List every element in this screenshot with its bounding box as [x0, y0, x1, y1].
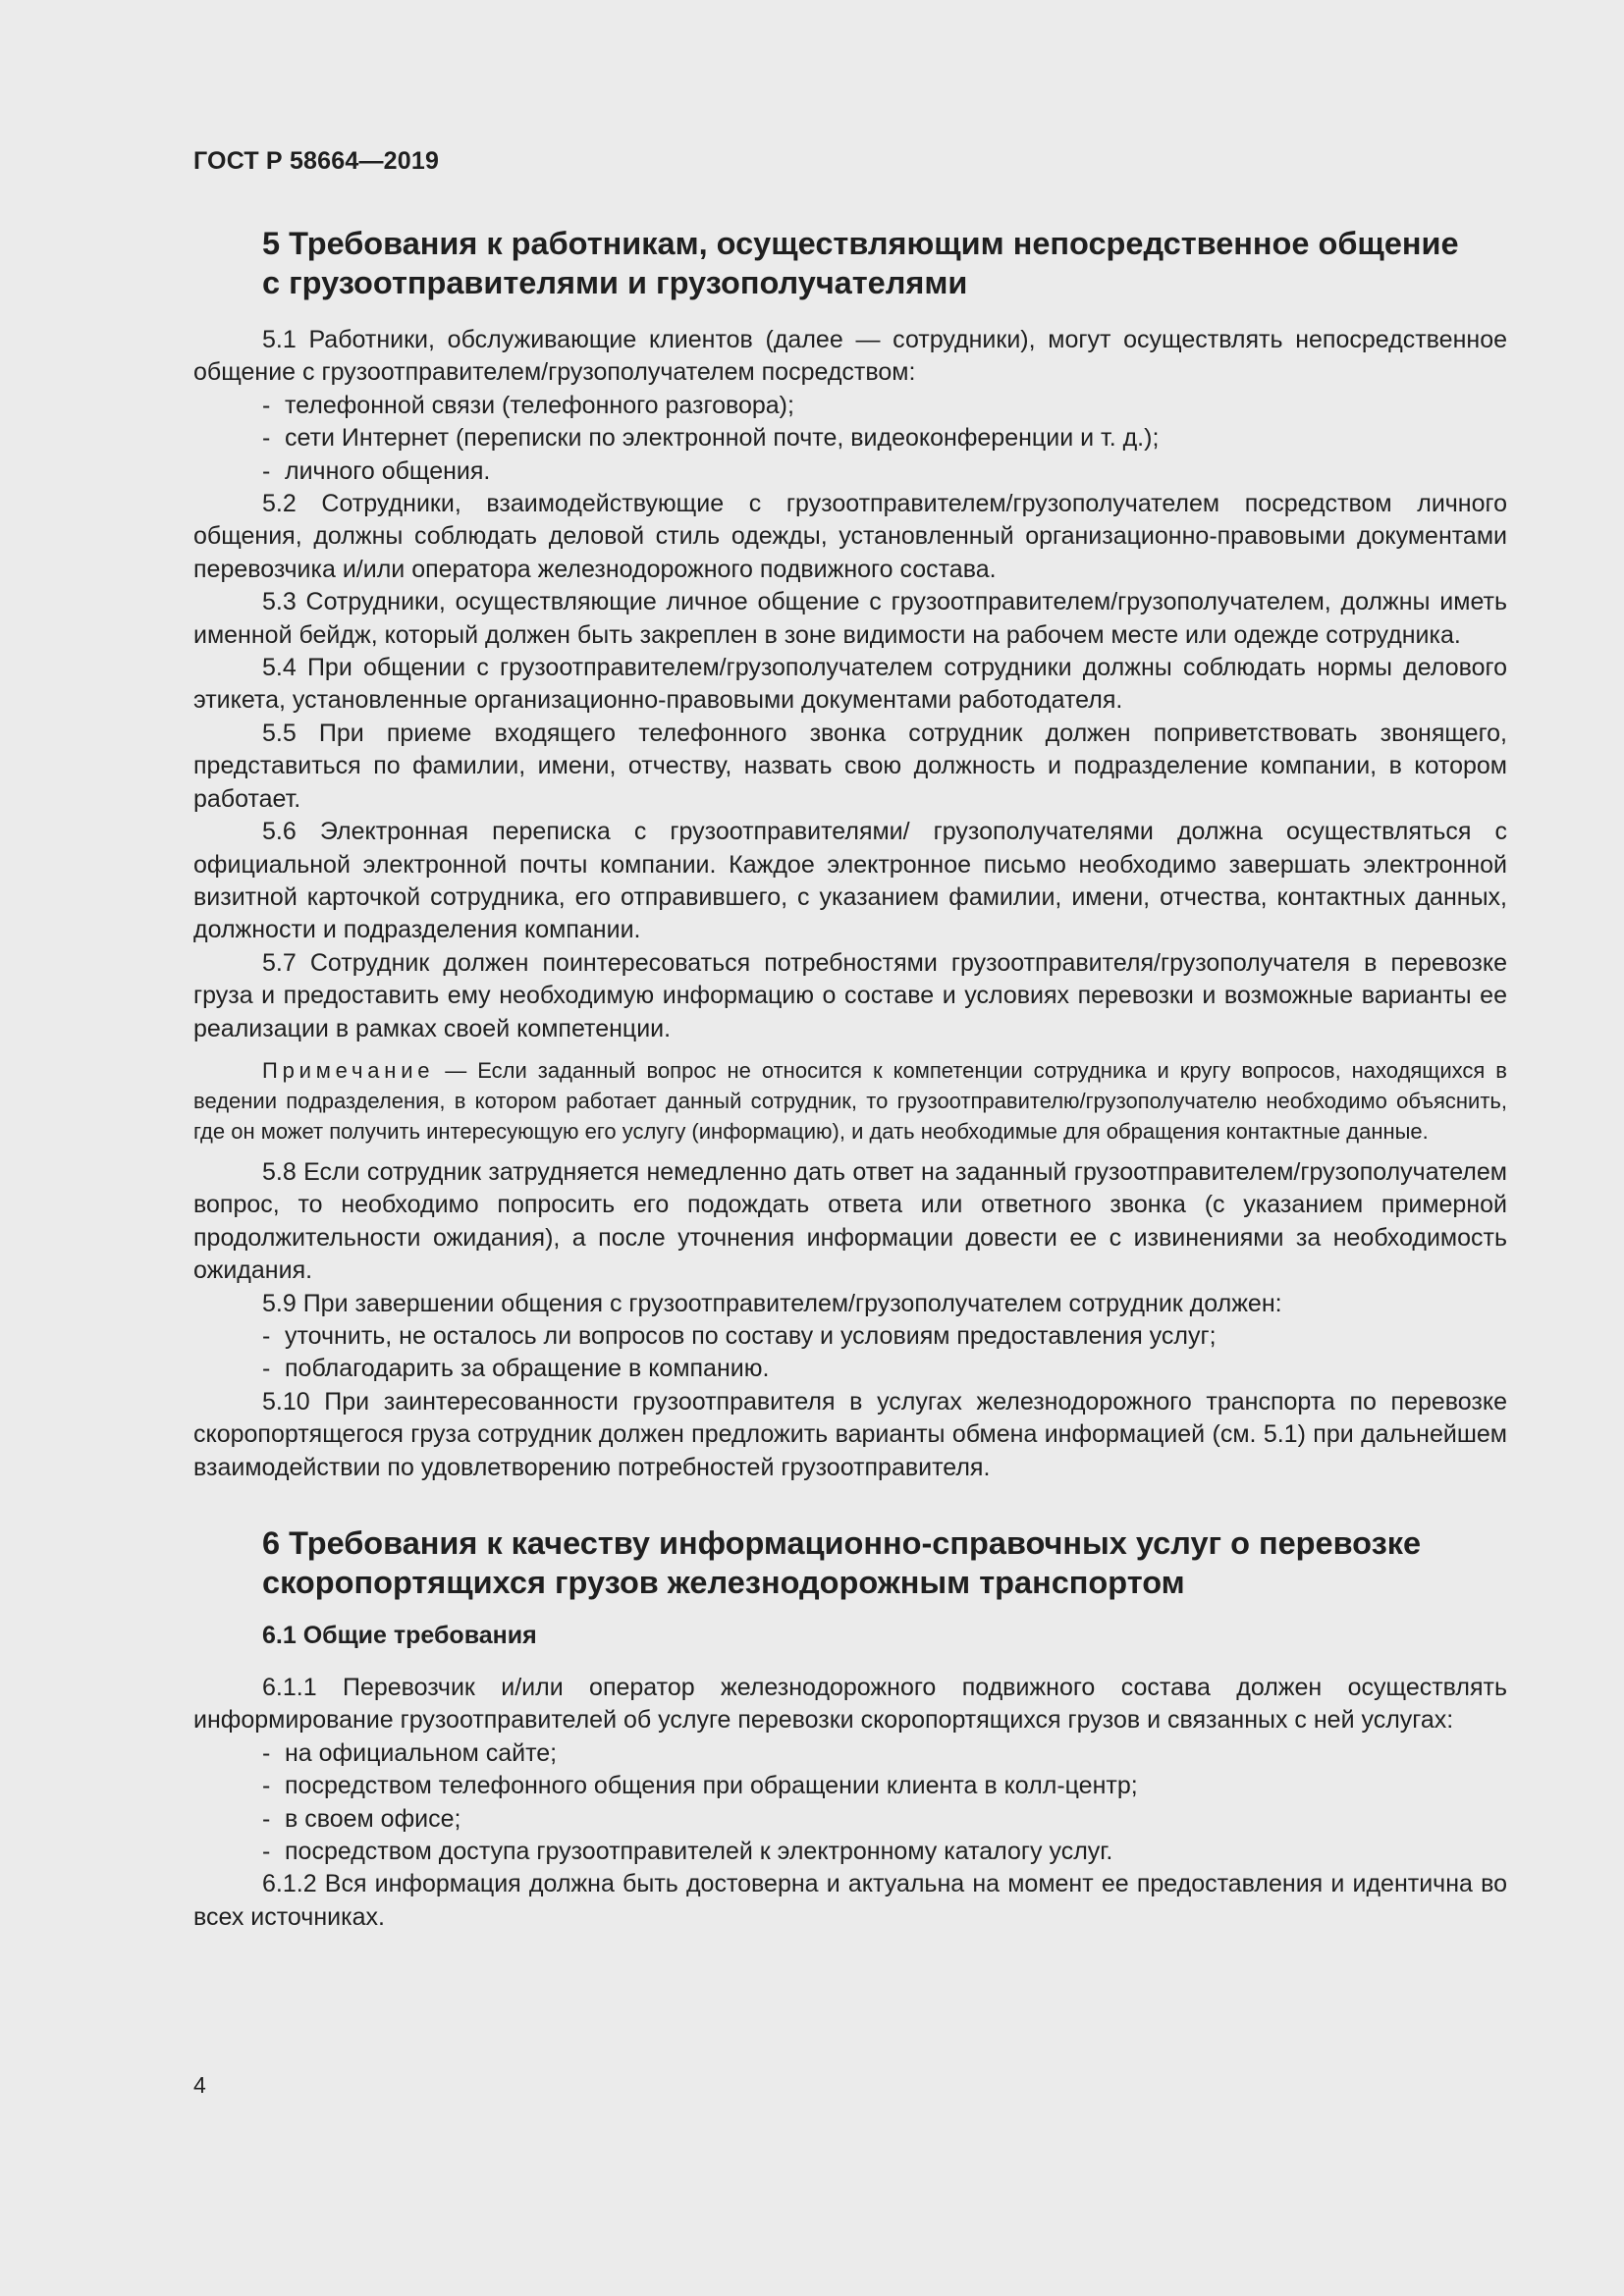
- note-text: — Если заданный вопрос не относится к компетенции сотрудника и кругу вопросов, находящихся в ведении подразделения, в котором работает данный сотрудник, то грузоотправителю/грузополучателю необходимо объяснить, где он может получить интересующую его услугу (информацию), и дать необходимые для обращения контактные данные.: [193, 1057, 1507, 1144]
- list-item: - на официальном сайте;: [262, 1738, 558, 1767]
- list-item-text: сети Интернет (переписки по электронной почте, видеоконференции и т. д.);: [285, 424, 1160, 453]
- paragraph-5-3: 5.3 Сотрудники, осуществляющие личное общение с грузоотправителем/грузополучателем, должны иметь именной бейдж, который должен быть закреплен в зоне видимости на рабочем месте или одежде сотрудника.: [193, 588, 1507, 649]
- note-label: Примечание: [262, 1057, 435, 1083]
- section-5-title: [262, 224, 1507, 302]
- section-6-title: [262, 1523, 1507, 1602]
- paragraph-5-5: 5.5 При приеме входящего телефонного звонка сотрудник должен поприветствовать звонящего, представиться по фамилии, имени, отчеству, назвать свою должность и подразделение компании, в котором работает.: [193, 719, 1507, 813]
- list-item: - телефонной связи (телефонного разговора);: [262, 391, 794, 419]
- list-item-text: личного общения.: [285, 456, 491, 485]
- list-item-text: посредством телефонного общения при обращении клиента в колл-центр;: [285, 1772, 1138, 1800]
- list-item: - в своем офисе;: [262, 1804, 461, 1833]
- paragraph-5-9: 5.9 При завершении общения с грузоотправителем/грузополучателем сотрудник должен:: [262, 1289, 1282, 1317]
- section-6-title-line2: скоропортящихся грузов железнодорожным транспортом: [262, 1565, 1185, 1600]
- list-item: - посредством доступа грузоотправителей к электронному каталогу услуг.: [262, 1838, 1113, 1866]
- list-item: - личного общения.: [262, 456, 491, 485]
- list-item-text: в своем офисе;: [285, 1804, 461, 1833]
- paragraph-5-4: 5.4 При общении с грузоотправителем/грузополучателем сотрудники должны соблюдать нормы делового этикета, установленные организационно-правовыми документами работодателя.: [193, 654, 1507, 715]
- list-item-text: уточнить, не осталось ли вопросов по составу и условиям предоставления услуг;: [285, 1321, 1217, 1350]
- list-item-text: телефонной связи (телефонного разговора);: [285, 391, 794, 419]
- paragraph-5-1: 5.1 Работники, обслуживающие клиентов (далее — сотрудники), могут осуществлять непосредственное общение с грузоотправителем/грузополучателем посредством:: [193, 326, 1507, 387]
- section-5-title-line1: 5 Требования к работникам, осуществляющим непосредственное общение: [262, 226, 1459, 261]
- subsection-6-1-title: 6.1 Общие требования: [262, 1622, 537, 1649]
- paragraph-5-2: 5.2 Сотрудники, взаимодействующие с грузоотправителем/грузополучателем посредством личного общения, должны соблюдать деловой стиль одежды, установленный организационно-правовыми документами перевозчика и/или оператора железнодорожного подвижного состава.: [193, 490, 1507, 583]
- paragraph-5-6: 5.6 Электронная переписка с грузоотправителями/ грузополучателями должна осуществляться с официальной электронной почты компании. Каждое электронное письмо необходимо завершать электронной визитной карточкой сотрудника, его отправившего, с указанием фамилии, имени, отчества, контактных данных, должности и подразделения компании.: [193, 818, 1507, 944]
- paragraph-5-7: 5.7 Сотрудник должен поинтересоваться потребностями грузоотправителя/грузополучателя в перевозке груза и предоставить ему необходимую информацию о составе и условиях перевозки и возможные варианты ее реализации в рамках своей компетенции.: [193, 948, 1507, 1042]
- document-code-header: ГОСТ Р 58664—2019: [193, 147, 440, 175]
- list-item: - посредством телефонного общения при обращении клиента в колл-центр;: [262, 1772, 1138, 1800]
- section-6-title-line1: 6 Требования к качеству информационно-справочных услуг о перевозке: [262, 1525, 1422, 1561]
- note-paragraph: [193, 1055, 1507, 1147]
- list-item: - поблагодарить за обращение в компанию.: [262, 1355, 770, 1383]
- list-item: - сети Интернет (переписки по электронной почте, видеоконференции и т. д.);: [262, 424, 1160, 453]
- paragraph-5-10: 5.10 При заинтересованности грузоотправителя в услугах железнодорожного транспорта по перевозке скоропортящегося груза сотрудник должен предложить варианты обмена информацией (см. 5.1) при дальнейшем взаимодействии по удовлетворению потребностей грузоотправителя.: [193, 1387, 1507, 1481]
- paragraph-5-8: 5.8 Если сотрудник затрудняется немедленно дать ответ на заданный грузоотправителем/грузополучателем вопрос, то необходимо попросить его подождать ответа или ответного звонка (с указанием примерной продолжительности ожидания), а после уточнения информации довести ее с извинениями за необходимость ожидания.: [193, 1157, 1507, 1285]
- list-item-text: посредством доступа грузоотправителей к электронному каталогу услуг.: [285, 1838, 1113, 1866]
- list-item-text: поблагодарить за обращение в компанию.: [285, 1355, 770, 1383]
- list-item: - уточнить, не осталось ли вопросов по составу и условиям предоставления услуг;: [262, 1321, 1217, 1350]
- paragraph-6-1-1: 6.1.1 Перевозчик и/или оператор железнодорожного подвижного состава должен осуществлять информирование грузоотправителей об услуге перевозки скоропортящихся грузов и связанных с ней услугах:: [193, 1674, 1507, 1735]
- page-content: [193, 224, 1507, 1934]
- section-5-title-line2: с грузоотправителями и грузополучателями: [262, 265, 968, 300]
- page-number: 4: [193, 2072, 206, 2098]
- paragraph-6-1-2: 6.1.2 Вся информация должна быть достоверна и актуальна на момент ее предоставления и идентична во всех источниках.: [193, 1870, 1507, 1931]
- list-item-text: на официальном сайте;: [285, 1738, 558, 1767]
